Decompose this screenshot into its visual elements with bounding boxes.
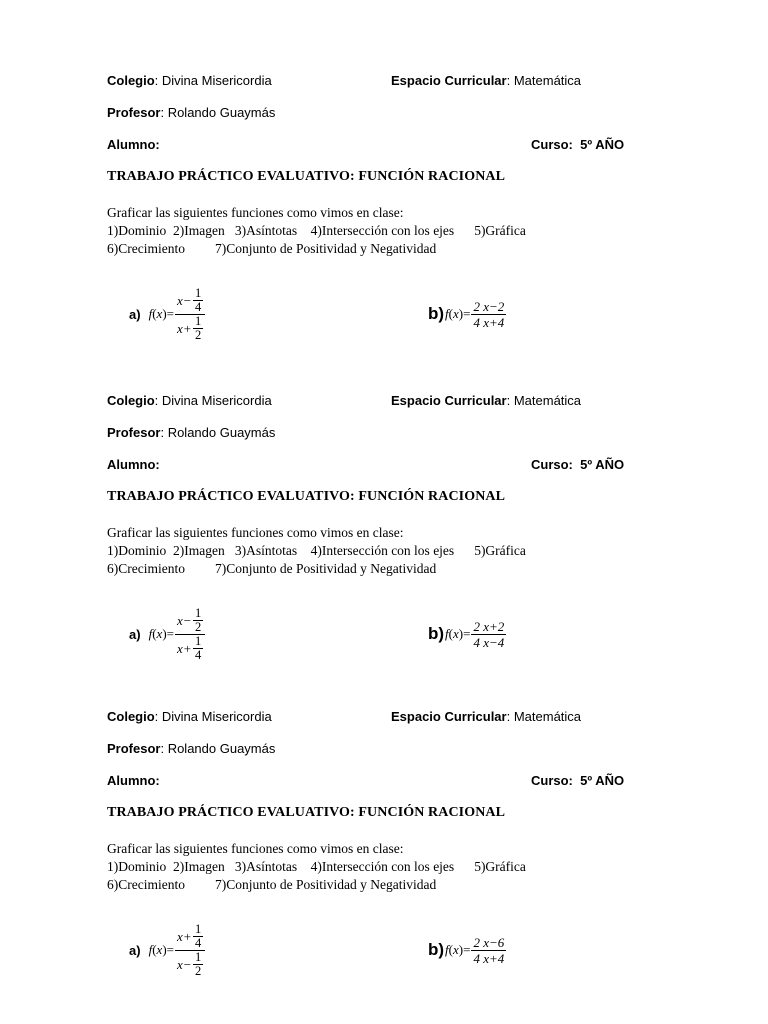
item-crecimiento: 6)Crecimiento bbox=[107, 561, 185, 576]
f-symbol: f bbox=[148, 942, 153, 957]
item-crecimiento: 6)Crecimiento bbox=[107, 877, 185, 892]
equals: = bbox=[166, 942, 174, 957]
function-b-numerator: 2 x−6 bbox=[473, 934, 505, 950]
function-b-label: b) bbox=[428, 940, 445, 959]
item-interseccion: 4)Intersección con los ejes bbox=[310, 543, 455, 558]
profesor-label: Profesor bbox=[107, 105, 161, 120]
item-positividad: 7)Conjunto de Positividad y Negatividad bbox=[214, 241, 437, 256]
x-symbol: x bbox=[453, 942, 459, 957]
profesor-value: : Rolando Guaymás bbox=[160, 425, 276, 440]
rpar: ) bbox=[162, 626, 167, 641]
x-symbol: x bbox=[177, 956, 183, 972]
alumno-label: Alumno: bbox=[107, 137, 160, 152]
instructions-items-line2 bbox=[107, 240, 436, 258]
equals: = bbox=[463, 942, 471, 957]
curso-value: 5º AÑO bbox=[580, 457, 625, 472]
instructions-items-line1 bbox=[107, 858, 526, 876]
small-numerator: 1 bbox=[195, 921, 202, 936]
lpar: ( bbox=[448, 626, 454, 641]
function-a-label: a) bbox=[129, 942, 141, 958]
function-a-numerator bbox=[175, 923, 205, 950]
f-symbol: f bbox=[445, 626, 449, 641]
item-crecimiento: 6)Crecimiento bbox=[107, 241, 185, 256]
x-symbol: x bbox=[453, 626, 459, 641]
worksheet-block-1 bbox=[0, 0, 768, 342]
worksheet-block-2 bbox=[0, 320, 768, 662]
colegio-line bbox=[107, 73, 272, 89]
item-interseccion: 4)Intersección con los ejes bbox=[310, 223, 455, 238]
colegio-line bbox=[107, 709, 272, 725]
worksheet-title: TRABAJO PRÁCTICO EVALUATIVO: FUNCIÓN RACIONAL bbox=[107, 489, 506, 504]
profesor-line bbox=[107, 425, 275, 441]
colegio-value: : Divina Misericordia bbox=[154, 709, 272, 724]
function-a-label: a) bbox=[129, 306, 141, 322]
small-numerator: 1 bbox=[195, 605, 202, 620]
function-a-denominator bbox=[175, 951, 205, 978]
small-denominator: 2 bbox=[195, 963, 202, 978]
function-b-denominator: 4 x−4 bbox=[473, 634, 505, 650]
function-a-fraction bbox=[175, 923, 205, 978]
colegio-line bbox=[107, 393, 272, 409]
function-b-denominator: 4 x+4 bbox=[473, 314, 505, 330]
item-asintotas: 3)Asíntotas bbox=[234, 543, 298, 558]
instructions-intro: Graficar las siguientes funciones como vimos en clase: bbox=[107, 525, 404, 540]
rpar: ) bbox=[458, 306, 464, 321]
item-dominio: 1)Dominio bbox=[107, 223, 167, 238]
function-a-label: a) bbox=[129, 626, 141, 642]
curso-value: 5º AÑO bbox=[580, 137, 625, 152]
denominator-operator: + bbox=[183, 320, 192, 336]
equals: = bbox=[463, 626, 471, 641]
curso-line bbox=[531, 137, 624, 153]
x-symbol: x bbox=[177, 640, 183, 656]
item-imagen: 2)Imagen bbox=[173, 223, 225, 238]
profesor-line bbox=[107, 105, 275, 121]
function-b-label: b) bbox=[428, 624, 445, 643]
numerator-operator: − bbox=[183, 612, 192, 628]
small-numerator: 1 bbox=[195, 633, 202, 648]
alumno-label: Alumno: bbox=[107, 457, 160, 472]
instructions-items-line1 bbox=[107, 542, 526, 560]
instructions-items-line2 bbox=[107, 560, 436, 578]
instructions-items-line1 bbox=[107, 222, 526, 240]
colegio-value: : Divina Misericordia bbox=[154, 73, 272, 88]
instructions-items-line2 bbox=[107, 876, 436, 894]
espacio-line bbox=[391, 73, 581, 89]
espacio-label: Espacio Curricular bbox=[391, 393, 507, 408]
item-grafica: 5)Gráfica bbox=[474, 543, 526, 558]
x-symbol: x bbox=[177, 612, 183, 628]
colegio-value: : Divina Misericordia bbox=[154, 393, 272, 408]
function-b-numerator: 2 x−2 bbox=[473, 298, 505, 314]
espacio-label: Espacio Curricular bbox=[391, 73, 507, 88]
espacio-value: : Matemática bbox=[506, 73, 582, 88]
lpar: ( bbox=[448, 306, 454, 321]
small-denominator: 2 bbox=[195, 619, 202, 634]
curso-label: Curso: bbox=[531, 457, 573, 472]
small-denominator: 2 bbox=[195, 327, 202, 342]
small-denominator: 4 bbox=[195, 647, 202, 662]
small-denominator: 4 bbox=[195, 935, 202, 950]
x-symbol: x bbox=[156, 626, 163, 641]
lpar: ( bbox=[152, 626, 157, 641]
lpar: ( bbox=[448, 942, 454, 957]
small-numerator: 1 bbox=[195, 313, 202, 328]
espacio-line bbox=[391, 709, 581, 725]
x-symbol: x bbox=[177, 928, 183, 944]
function-b bbox=[428, 930, 506, 970]
instructions-intro: Graficar las siguientes funciones como vimos en clase: bbox=[107, 841, 404, 856]
rpar: ) bbox=[162, 942, 167, 957]
lpar: ( bbox=[152, 306, 157, 321]
item-asintotas: 3)Asíntotas bbox=[234, 223, 298, 238]
small-denominator: 4 bbox=[195, 299, 202, 314]
item-dominio: 1)Dominio bbox=[107, 543, 167, 558]
profesor-label: Profesor bbox=[107, 425, 161, 440]
worksheet-title: TRABAJO PRÁCTICO EVALUATIVO: FUNCIÓN RACIONAL bbox=[107, 169, 506, 184]
curso-line bbox=[531, 457, 624, 473]
profesor-value: : Rolando Guaymás bbox=[160, 105, 276, 120]
x-symbol: x bbox=[453, 306, 459, 321]
espacio-value: : Matemática bbox=[506, 709, 582, 724]
f-symbol: f bbox=[445, 942, 449, 957]
x-symbol: x bbox=[177, 320, 183, 336]
item-imagen: 2)Imagen bbox=[173, 859, 225, 874]
colegio-label: Colegio bbox=[107, 73, 155, 88]
f-symbol: f bbox=[445, 306, 449, 321]
item-asintotas: 3)Asíntotas bbox=[234, 859, 298, 874]
worksheet-block-3 bbox=[0, 633, 768, 978]
function-a bbox=[129, 912, 205, 988]
item-grafica: 5)Gráfica bbox=[474, 859, 526, 874]
function-a-numerator bbox=[175, 607, 205, 634]
numerator-operator: − bbox=[183, 292, 192, 308]
colegio-label: Colegio bbox=[107, 709, 155, 724]
function-a-numerator bbox=[175, 287, 205, 314]
espacio-line bbox=[391, 393, 581, 409]
x-symbol: x bbox=[156, 306, 163, 321]
espacio-value: : Matemática bbox=[506, 393, 582, 408]
worksheet-title: TRABAJO PRÁCTICO EVALUATIVO: FUNCIÓN RACIONAL bbox=[107, 805, 506, 820]
item-imagen: 2)Imagen bbox=[173, 543, 225, 558]
profesor-line bbox=[107, 741, 275, 757]
curso-line bbox=[531, 773, 624, 789]
curso-label: Curso: bbox=[531, 137, 573, 152]
function-b-numerator: 2 x+2 bbox=[473, 618, 505, 634]
numerator-operator: + bbox=[183, 928, 192, 944]
x-symbol: x bbox=[177, 292, 183, 308]
small-numerator: 1 bbox=[195, 285, 202, 300]
f-symbol: f bbox=[148, 306, 153, 321]
colegio-label: Colegio bbox=[107, 393, 155, 408]
function-b-denominator: 4 x+4 bbox=[473, 950, 505, 966]
numerator-small-fraction bbox=[193, 923, 203, 950]
x-symbol: x bbox=[156, 942, 163, 957]
denominator-small-fraction bbox=[193, 951, 203, 978]
item-dominio: 1)Dominio bbox=[107, 859, 167, 874]
denominator-operator: + bbox=[183, 640, 192, 656]
rpar: ) bbox=[458, 626, 464, 641]
rpar: ) bbox=[162, 306, 167, 321]
equals: = bbox=[166, 306, 174, 321]
lpar: ( bbox=[152, 942, 157, 957]
alumno-label: Alumno: bbox=[107, 773, 160, 788]
equals: = bbox=[166, 626, 174, 641]
equals: = bbox=[463, 306, 471, 321]
item-positividad: 7)Conjunto de Positividad y Negatividad bbox=[214, 561, 437, 576]
curso-value: 5º AÑO bbox=[580, 773, 625, 788]
item-grafica: 5)Gráfica bbox=[474, 223, 526, 238]
small-numerator: 1 bbox=[195, 949, 202, 964]
espacio-label: Espacio Curricular bbox=[391, 709, 507, 724]
item-interseccion: 4)Intersección con los ejes bbox=[310, 859, 455, 874]
numerator-small-fraction bbox=[193, 287, 203, 314]
f-symbol: f bbox=[148, 626, 153, 641]
item-positividad: 7)Conjunto de Positividad y Negatividad bbox=[214, 877, 437, 892]
instructions-intro: Graficar las siguientes funciones como vimos en clase: bbox=[107, 205, 404, 220]
rpar: ) bbox=[458, 942, 464, 957]
profesor-label: Profesor bbox=[107, 741, 161, 756]
numerator-small-fraction bbox=[193, 607, 203, 634]
denominator-operator: − bbox=[183, 956, 192, 972]
function-b-fraction bbox=[471, 935, 506, 966]
function-b-label: b) bbox=[428, 304, 445, 323]
curso-label: Curso: bbox=[531, 773, 573, 788]
profesor-value: : Rolando Guaymás bbox=[160, 741, 276, 756]
